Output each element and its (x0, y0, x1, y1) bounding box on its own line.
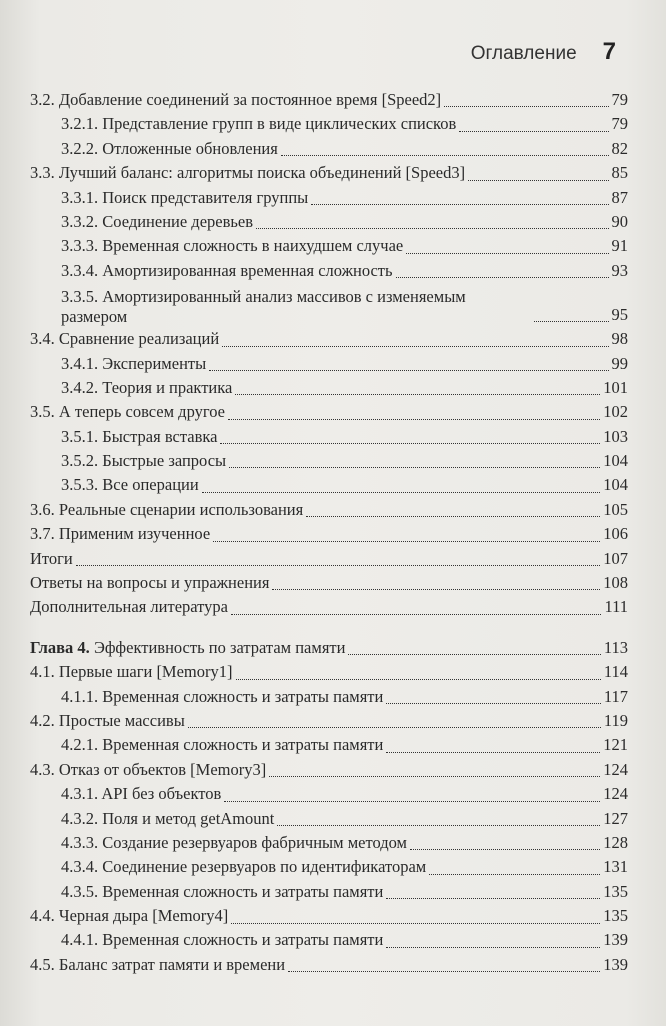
leader-dots (220, 442, 600, 444)
leader-dots (213, 540, 600, 542)
toc-entry (30, 161, 628, 185)
toc-entry (30, 327, 628, 351)
toc-page-number: 106 (603, 524, 628, 544)
leader-dots (306, 515, 600, 517)
toc-page-number: 107 (603, 548, 628, 568)
toc-page-number: 101 (603, 377, 628, 397)
toc-entry (30, 571, 628, 595)
toc-entry-title: 3.3.2. Соединение деревьев (61, 211, 254, 231)
toc-entry (30, 685, 628, 709)
leader-dots (272, 588, 600, 590)
toc-entry-title: 4.3.2. Поля и метод getAmount (61, 808, 275, 828)
leader-dots (281, 154, 609, 156)
toc-entry (30, 880, 628, 904)
leader-dots (277, 824, 600, 826)
toc-page-number: 113 (603, 637, 628, 657)
leader-dots (410, 848, 600, 850)
toc-entry-title: 4.4.1. Временная сложность и затраты памяти (61, 930, 384, 950)
toc-entry (30, 88, 628, 112)
leader-dots (348, 653, 600, 655)
leader-dots (406, 252, 608, 254)
leader-dots (224, 800, 600, 802)
leader-dots (256, 227, 608, 229)
toc-entry-title: 3.4.2. Теория и практика (61, 377, 233, 397)
toc-entry-title: 3.5.2. Быстрые запросы (61, 451, 227, 471)
toc-entry (30, 904, 628, 928)
toc-entry-title: 3.4.1. Эксперименты (61, 353, 207, 373)
toc-page-number: 79 (611, 89, 628, 109)
toc-entry-title: 3.4. Сравнение реализаций (30, 329, 220, 349)
toc-entry-title: Дополнительная литература (30, 597, 228, 617)
leader-dots (534, 320, 609, 322)
leader-dots (202, 491, 601, 493)
toc-entry (30, 259, 628, 283)
chapter-label: Глава 4. (30, 637, 90, 657)
toc-entry-title: 4.1.1. Временная сложность и затраты памяти (61, 686, 384, 706)
leader-dots (288, 970, 600, 972)
chapter-title: Эффективность по затратам памяти (93, 637, 346, 657)
toc-entry (30, 283, 628, 327)
running-header-title: Оглавление (470, 43, 577, 64)
toc-entry (30, 425, 628, 449)
toc-page-number: 135 (603, 906, 628, 926)
toc-entry (30, 234, 628, 258)
table-of-contents (30, 88, 628, 977)
toc-page-number: 121 (603, 735, 628, 755)
toc-page-number: 104 (603, 451, 628, 471)
toc-entry (30, 929, 628, 953)
toc-entry-title: 4.3. Отказ от объектов [Memory3] (30, 759, 267, 779)
toc-entry (30, 137, 628, 161)
leader-dots (429, 873, 600, 875)
toc-entry-title: 3.2.1. Представление групп в виде циклических списков (61, 114, 457, 134)
leader-dots (444, 105, 608, 107)
toc-entry-title: 3.2.2. Отложенные обновления (61, 138, 278, 158)
leader-dots (222, 345, 608, 347)
leader-dots (76, 564, 600, 566)
leader-dots (311, 203, 608, 205)
toc-page-number: 91 (611, 236, 628, 256)
leader-dots (386, 897, 600, 899)
toc-entry (30, 758, 628, 782)
toc-entry-title: 4.1. Первые шаги [Memory1] (30, 662, 233, 682)
toc-entry (30, 376, 628, 400)
toc-entry (30, 733, 628, 757)
toc-page-number: 103 (603, 426, 628, 446)
leader-dots (231, 613, 601, 615)
toc-entry (30, 831, 628, 855)
toc-entry-title: 3.3. Лучший баланс: алгоритмы поиска объединений [Speed3] (30, 163, 466, 183)
toc-page-number: 139 (603, 930, 628, 950)
toc-page-number: 79 (611, 114, 628, 134)
toc-entry (30, 498, 628, 522)
toc-entry-title: 4.5. Баланс затрат памяти и времени (30, 954, 286, 974)
toc-entry-title: 4.3.1. API без объектов (61, 784, 222, 804)
leader-dots (228, 418, 600, 420)
toc-page-number: 82 (611, 138, 628, 158)
toc-page-number: 131 (603, 857, 628, 877)
toc-page-number: 111 (604, 597, 628, 617)
leader-dots (188, 726, 601, 728)
toc-entry-title: 4.3.4. Соединение резервуаров по идентификаторам (61, 857, 427, 877)
toc-page-number: 95 (611, 304, 628, 324)
toc-entry (30, 709, 628, 733)
toc-entry-title (30, 636, 345, 660)
toc-entry-title: 3.2. Добавление соединений за постоянное время [Speed2] (30, 89, 442, 109)
toc-entry (30, 807, 628, 831)
toc-entry (30, 210, 628, 234)
leader-dots (209, 369, 608, 371)
toc-page-number: 139 (603, 954, 628, 974)
toc-entry (30, 186, 628, 210)
toc-entry (30, 352, 628, 376)
toc-entry-title: 4.3.5. Временная сложность и затраты памяти (61, 881, 384, 901)
toc-entry (30, 547, 628, 571)
toc-entry-title: 3.6. Реальные сценарии использования (30, 499, 304, 519)
leader-dots (229, 466, 600, 468)
toc-entry-title: 3.5.1. Быстрая вставка (61, 426, 218, 446)
toc-page-number: 90 (611, 211, 628, 231)
toc-page-number: 127 (603, 808, 628, 828)
toc-page-number: 135 (603, 881, 628, 901)
toc-entry-title: 4.4. Черная дыра [Memory4] (30, 906, 229, 926)
toc-entry (30, 660, 628, 684)
toc-page-number: 128 (603, 832, 628, 852)
running-header (471, 38, 616, 66)
toc-page-number: 104 (603, 475, 628, 495)
toc-entry (30, 112, 628, 136)
toc-entry (30, 522, 628, 546)
page-number: 7 (602, 38, 616, 65)
leader-dots (459, 130, 608, 132)
toc-entry (30, 782, 628, 806)
toc-page-number: 99 (611, 353, 628, 373)
toc-page-number: 114 (603, 662, 628, 682)
toc-entry-title: Итоги (30, 548, 73, 568)
toc-chapter-entry (30, 636, 628, 660)
toc-entry (30, 400, 628, 424)
toc-page-number: 85 (611, 163, 628, 183)
leader-dots (396, 276, 609, 278)
toc-entry-title: 4.2.1. Временная сложность и затраты памяти (61, 735, 384, 755)
leader-dots (231, 922, 600, 924)
toc-entry-title: 3.3.1. Поиск представителя группы (61, 187, 309, 207)
toc-page-number: 117 (603, 686, 628, 706)
toc-entry-title: 4.2. Простые массивы (30, 710, 185, 730)
toc-entry-title: 3.5. А теперь совсем другое (30, 402, 225, 422)
toc-page-number: 98 (611, 329, 628, 349)
toc-entry-title: 3.5.3. Все операции (61, 475, 199, 495)
toc-entry-title: 3.3.5. Амортизированный анализ массивов с изменяемым размером (61, 287, 466, 327)
toc-entry-title: 3.7. Применим изученное (30, 524, 211, 544)
leader-dots (235, 393, 600, 395)
leader-dots (269, 775, 600, 777)
toc-entry (30, 595, 628, 619)
toc-page-number: 108 (603, 573, 628, 593)
toc-entry (30, 449, 628, 473)
toc-page-number: 124 (603, 759, 628, 779)
toc-page-number: 105 (603, 499, 628, 519)
toc-entry-title: Ответы на вопросы и упражнения (30, 573, 270, 593)
toc-entry-title: 4.3.3. Создание резервуаров фабричным методом (61, 832, 407, 852)
toc-entry (30, 473, 628, 497)
leader-dots (386, 946, 600, 948)
toc-entry (30, 953, 628, 977)
toc-page-number: 124 (603, 784, 628, 804)
toc-entry (30, 855, 628, 879)
leader-dots (386, 702, 601, 704)
toc-page-number: 102 (603, 402, 628, 422)
leader-dots (386, 751, 600, 753)
toc-page-number: 87 (611, 187, 628, 207)
toc-page-number: 93 (611, 260, 628, 280)
leader-dots (236, 678, 601, 680)
toc-entry-title: 3.3.4. Амортизированная временная сложность (61, 260, 393, 280)
leader-dots (468, 179, 608, 181)
toc-page-number: 119 (603, 710, 628, 730)
toc-entry-title: 3.3.3. Временная сложность в наихудшем случае (61, 236, 404, 256)
